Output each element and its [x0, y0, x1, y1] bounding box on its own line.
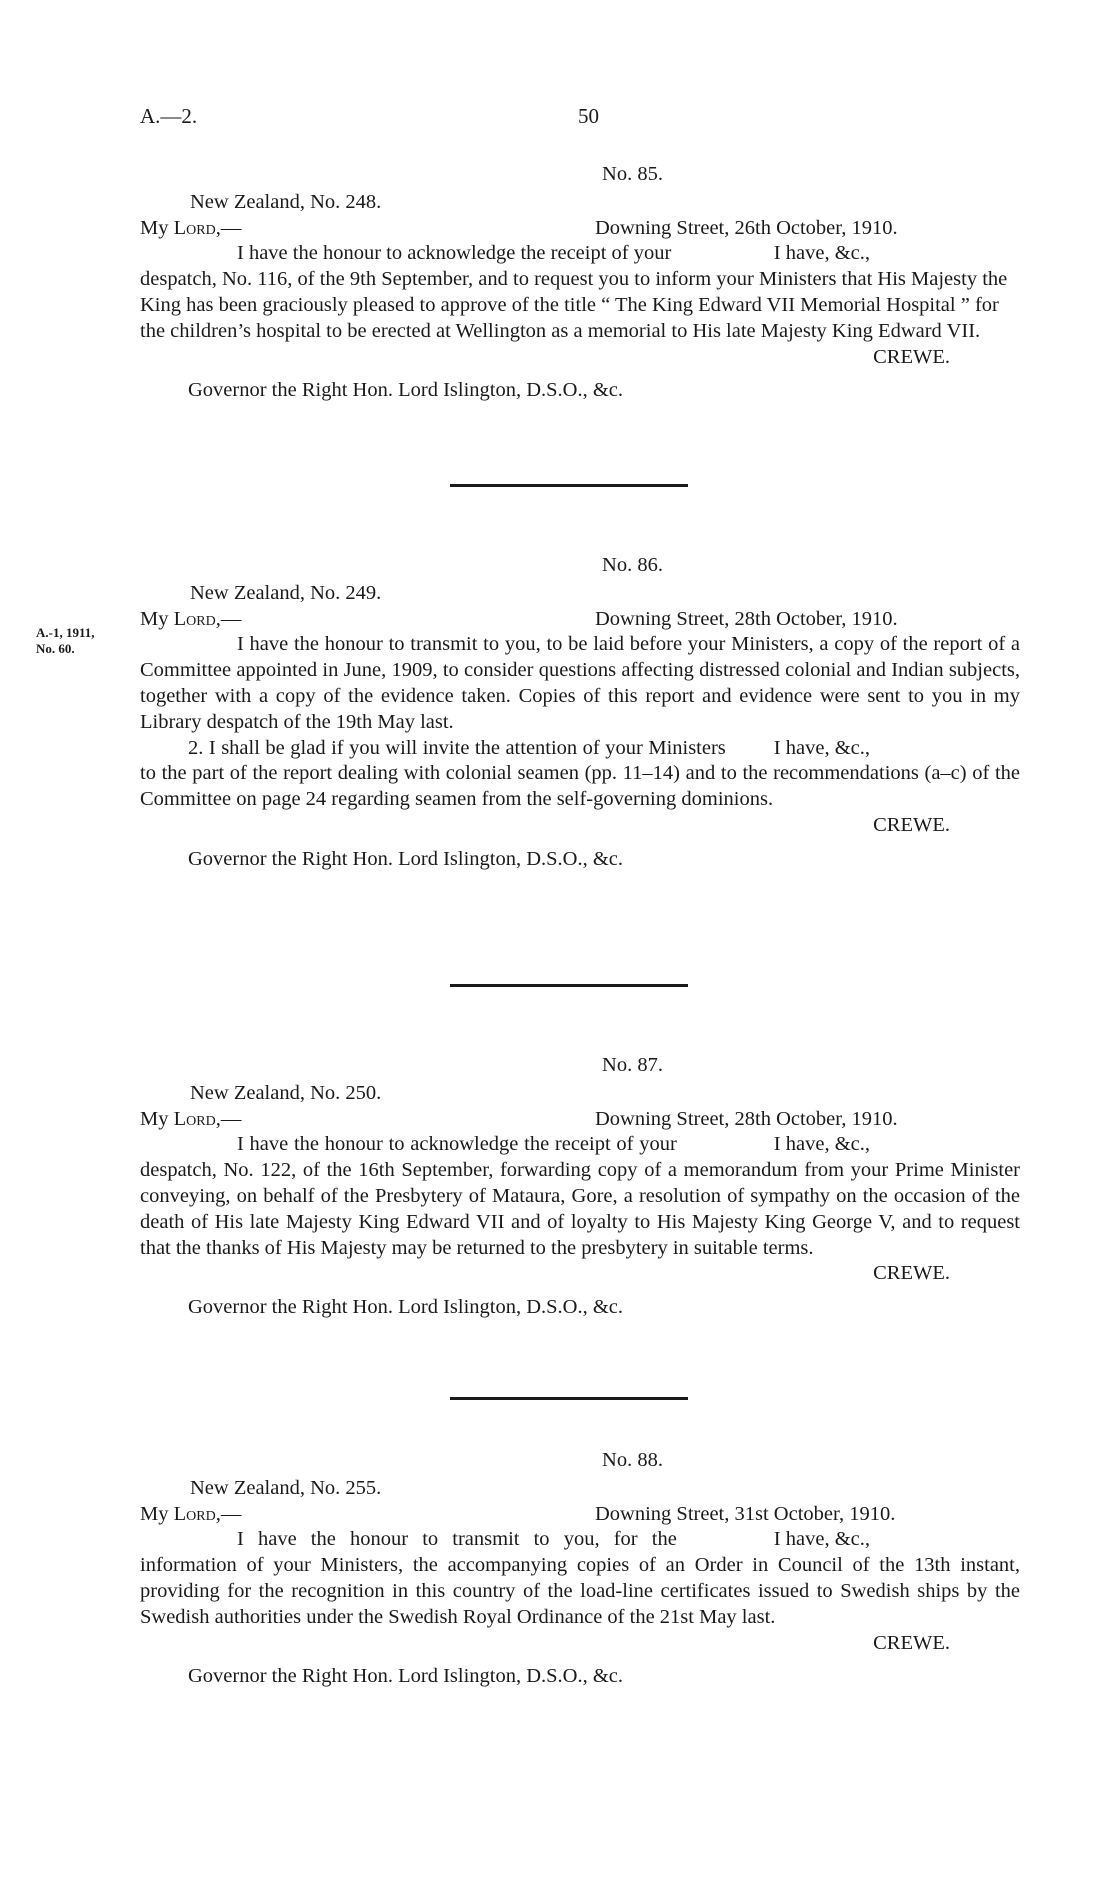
page-number: 50	[578, 104, 599, 128]
signature: CREWE.	[873, 1262, 950, 1285]
dispatch-number: No. 87.	[602, 1054, 663, 1076]
dispatch-paragraph: I have, &c., I have the honour to transmit to you, for the information of your Ministers, the accompanying copies of an Order in Council of the 13th instant, providing for the recognition in this country of the load-line certificates issued to Swedish ships by the Swedish authorities under the Swedish Royal Ordinance of the 21st May last.	[140, 1528, 1020, 1628]
salutation: My Lord,—	[140, 216, 242, 239]
addressee: Governor the Right Hon. Lord Islington, D.S.O., &c.	[188, 1296, 624, 1319]
dateline: Downing Street, 26th October, 1910.	[595, 216, 898, 239]
dispatch-paragraph: I have the honour to transmit to you, to be laid before your Ministers, a copy of the report of a Committee appointed in June, 1909, to consider questions affecting distressed colonial and Indian subjects, together with a copy of the evidence taken. Copies of this report and evidence were sent to you in my Library despatch of the 19th May last.	[140, 633, 1020, 733]
salutation: My Lord,—	[140, 1502, 242, 1525]
salutation-line	[140, 607, 1020, 633]
dateline: Downing Street, 28th October, 1910.	[595, 1107, 898, 1130]
colony-reference: New Zealand, No. 249.	[190, 581, 382, 604]
section-divider	[450, 984, 688, 987]
dispatch-87	[140, 1053, 1020, 1321]
closing: I have, &c.,	[773, 242, 870, 265]
closing: I have, &c.,	[773, 1528, 870, 1551]
section-divider	[450, 1397, 688, 1400]
page-reference: A.—2.	[140, 104, 198, 128]
margin-note-line-1: A.-1, 1911,	[36, 625, 95, 640]
dispatch-paragraph: I have, &c., 2. I shall be glad if you will invite the attention of your Ministers to the part of the report dealing with colonial seamen (pp. 11–14) and to the recommendations (a–c) of the Committee on page 24 regarding seamen from the self-governing dominions.	[140, 736, 1020, 811]
salutation-line	[140, 216, 1020, 242]
dispatch-number: No. 86.	[602, 554, 663, 576]
salutation-line	[140, 1502, 1020, 1528]
closing: I have, &c.,	[773, 1133, 870, 1156]
dateline: Downing Street, 31st October, 1910.	[595, 1502, 896, 1525]
dispatch-paragraph: I have, &c., I have the honour to acknowledge the receipt of your despatch, No. 116, of the 9th September, and to request you to inform your Ministers that His Majesty the King has been graciously pleased to approve of the title “ The King Edward VII Memorial Hospital ” for the children’s hospital to be erected at Wellington as a memorial to His late Majesty King Edward VII.	[140, 241, 1020, 344]
salutation: My Lord,—	[140, 1107, 242, 1130]
addressee: Governor the Right Hon. Lord Islington, D.S.O., &c.	[188, 1665, 624, 1688]
dispatch-paragraph: I have, &c., I have the honour to acknowledge the receipt of your despatch, No. 122, of the 16th September, forwarding copy of a memorandum from your Prime Minister conveying, on behalf of the Presbytery of Mataura, Gore, a resolution of sympathy on the occasion of the death of His late Majesty King Edward VII and of loyalty to His Majesty King George V, and to request that the thanks of His Majesty may be returned to the presbytery in suitable terms.	[140, 1133, 1020, 1259]
colony-reference: New Zealand, No. 255.	[190, 1476, 382, 1499]
dispatch-85	[140, 162, 1020, 404]
page-header	[140, 104, 996, 134]
section-divider	[450, 484, 688, 487]
colony-reference: New Zealand, No. 248.	[190, 190, 382, 213]
dispatch-88	[140, 1448, 1020, 1690]
colony-reference: New Zealand, No. 250.	[190, 1081, 382, 1104]
salutation-line	[140, 1107, 1020, 1133]
addressee: Governor the Right Hon. Lord Islington, D.S.O., &c.	[188, 379, 624, 402]
addressee: Governor the Right Hon. Lord Islington, D.S.O., &c.	[188, 847, 624, 870]
signature: CREWE.	[873, 345, 950, 368]
signature: CREWE.	[873, 813, 950, 836]
salutation: My Lord,—	[140, 607, 242, 630]
closing: I have, &c.,	[773, 736, 870, 759]
signature: CREWE.	[873, 1631, 950, 1654]
dateline: Downing Street, 28th October, 1910.	[595, 607, 898, 630]
dispatch-number: No. 88.	[602, 1449, 663, 1471]
margin-note	[36, 625, 136, 657]
margin-note-line-2: No. 60.	[36, 641, 75, 656]
dispatch-86	[140, 553, 1020, 873]
dispatch-number: No. 85.	[602, 163, 663, 185]
